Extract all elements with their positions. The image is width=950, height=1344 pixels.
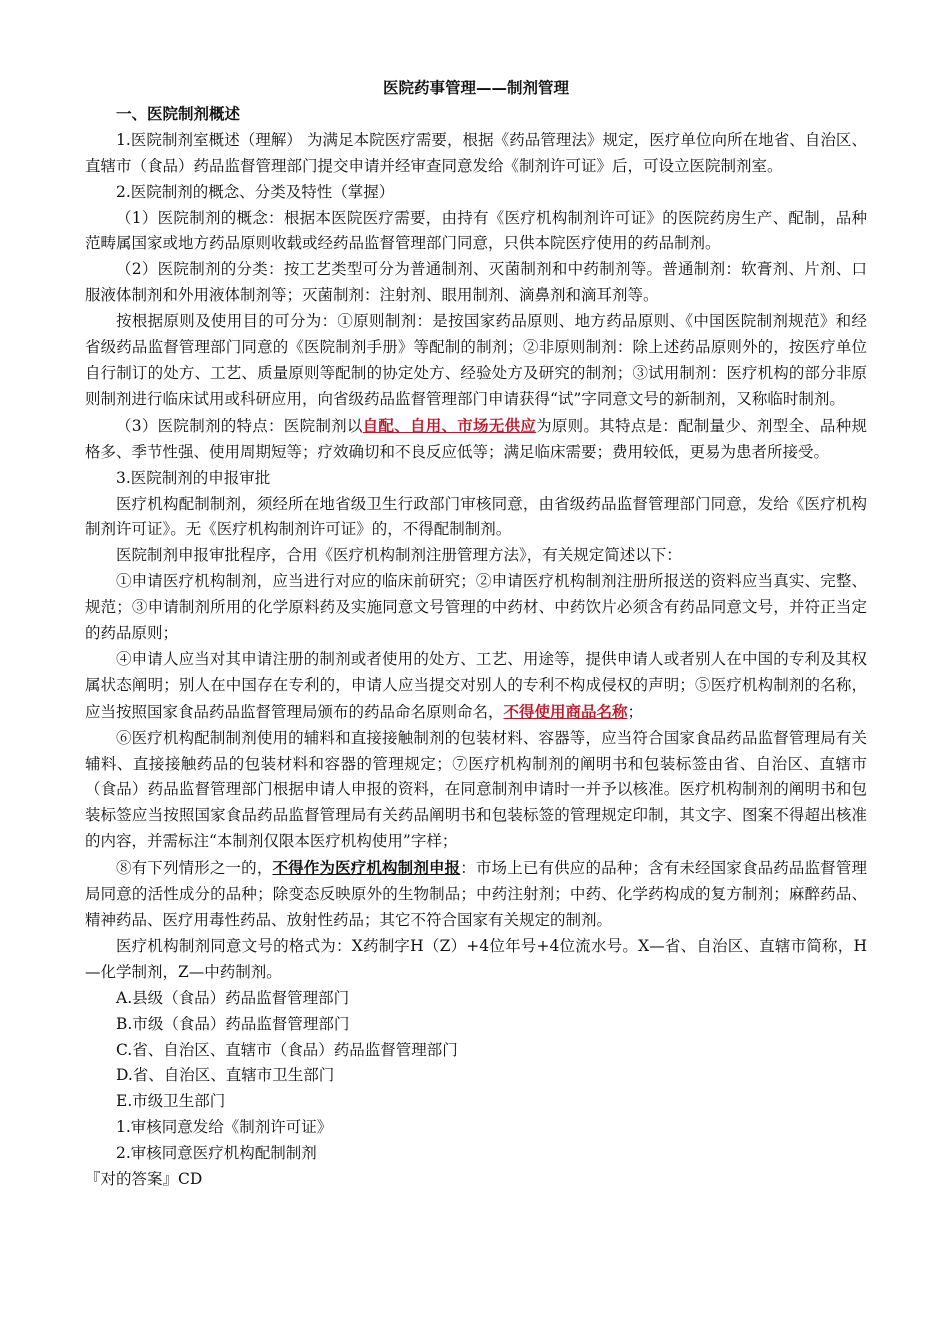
text-run: ④申请人应当对其申请注册的制剂或者使用的处方、工艺、用途等，提供申请人或者别人在中国的专利及其权属状态阐明；别人在中国存在专利的，申请人应当提交对别人的专利不构成侵权的声明；⑤医疗机构制剂的名称，应当按照国家食品药品监督管理局颁布的药品命名原则命名， — [85, 649, 867, 721]
answer-line: 『对的答案』CD — [85, 1170, 203, 1189]
question-2: 2.审核同意医疗机构配制制剂 — [116, 1144, 317, 1163]
paragraph: 按根据原则及使用目的可分为：①原则制剂：是按国家药品原则、地方药品原则、《中国医院制剂规范》和经省级药品监督管理部门同意的《医院制剂手册》等配制的制剂；②非原则制剂：除上述药品原则外的，按医疗单位自行制订的处方、工艺、质量原则等配制的协定处方、经验处方及研究的制剂；③试用制剂：医疗机构的部分非原则制剂进行临床试用或科研应用，向省级药品监督管理部门申请获得“试”字同意文号的新制剂，又称临时制剂。 — [85, 312, 867, 408]
paragraph: 医院制剂申报审批程序，合用《医疗机构制剂注册管理方法》，有关规定简述以下： — [116, 546, 682, 565]
option-a: A.县级（食品）药品监督管理部门 — [116, 988, 350, 1007]
text-run: ⑧有下列情形之一的， — [116, 859, 273, 878]
highlighted-text: 不得使用商品名称 — [503, 701, 628, 721]
paragraph: 2.医院制剂的概念、分类及特性（掌握） — [116, 182, 395, 201]
paragraph — [85, 647, 867, 726]
paragraph: （2）医院制剂的分类：按工艺类型可分为普通制剂、灭菌制剂和中药制剂等。普通制剂：软膏剂、片剂、口服液体制剂和外用液体制剂等；灭菌制剂：注射剂、眼用制剂、滴鼻剂和滴耳剂等。 — [85, 260, 867, 305]
option-b: B.市级（食品）药品监督管理部门 — [116, 1014, 350, 1033]
text-run: ； — [627, 702, 644, 721]
text-run: （3）医院制剂的特点：医院制剂以 — [116, 416, 363, 435]
paragraph: 医疗机构制剂同意文号的格式为：X药制字H（Z）+4位年号+4位流水号。X—省、自治区、直辖市简称，H—化学制剂，Z—中药制剂。 — [85, 936, 867, 981]
paragraph: ⑥医疗机构配制制剂使用的辅料和直接接触制剂的包装材料、容器等，应当符合国家食品药品监督管理局有关辅料、直接接触药品的包装材料和容器的管理规定；⑦医疗机构制剂的阐明书和包装标签由省、自治区、直辖市（食品）药品监督管理部门根据申请人申报的资料，在同意制剂申请时一并予以核准。医疗机构制剂的阐明书和包装标签应当按照国家食品药品监督管理局有关药品阐明书和包装标签的管理规定印制，其文字、图案不得超出核准的内容，并需标注“本制剂仅限本医疗机构使用”字样； — [85, 728, 867, 851]
paragraph: ①申请医疗机构制剂，应当进行对应的临床前研究；②申请医疗机构制剂注册所报送的资料应当真实、完整、规范；③申请制剂所用的化学原料药及实施同意文号管理的中药材、中药饮片必须含有药品同意文号，并符正当定的药品原则； — [85, 572, 867, 643]
highlighted-text: 自配、自用、市场无供应 — [362, 415, 537, 435]
option-c: C.省、自治区、直辖市（食品）药品监督管理部门 — [116, 1040, 458, 1059]
paragraph: （1）医院制剂的概念：根据本医院医疗需要，由持有《医疗机构制剂许可证》的医院药房生产、配制，品种范畴属国家或地方药品原则收载或经药品监督管理部门同意，只供本院医疗使用的药品制剂。 — [85, 208, 867, 253]
text-run: ：市场上已有供应的品种；含有未经国家食品药品监督管理局同意的活性成分的品种；除变态反映原外的生物制品；中药注射剂；中药、化学药构成的复方制剂；麻醉药品、精神药品、医疗用毒性药品、放射性药品；其它不符合国家有关规定的制剂。 — [85, 859, 867, 929]
paragraph: 1.医院制剂室概述（理解） 为满足本院医疗需要，根据《药品管理法》规定，医疗单位向所在地省、自治区、直辖市（食品）药品监督管理部门提交申请并经审查同意发给《制剂许可证》后，可设立医院制剂室。 — [85, 130, 867, 175]
paragraph — [85, 413, 867, 466]
document-page — [85, 76, 867, 1193]
section-heading: 一、医院制剂概述 — [116, 104, 241, 123]
option-e: E.市级卫生部门 — [116, 1092, 226, 1111]
emphasized-text: 不得作为医疗机构制剂申报 — [272, 858, 461, 878]
paragraph: 3.医院制剂的申报审批 — [116, 468, 271, 487]
option-d: D.省、自治区、直辖市卫生部门 — [116, 1066, 335, 1085]
paragraph: 医疗机构配制制剂，须经所在地省级卫生行政部门审核同意，由省级药品监督管理部门同意，发给《医疗机构制剂许可证》。无《医疗机构制剂许可证》的，不得配制制剂。 — [85, 494, 867, 539]
text-run: 为原则。其特点是：配制量少、剂型全、品种规格多、季节性强、使用周期短等；疗效确切和不良反应低等；满足临床需要；费用较低，更易为患者所接受。 — [85, 416, 867, 461]
document-title: 医院药事管理——制剂管理 — [382, 79, 569, 97]
paragraph — [85, 855, 867, 934]
question-1: 1.审核同意发给《制剂许可证》 — [116, 1118, 333, 1137]
